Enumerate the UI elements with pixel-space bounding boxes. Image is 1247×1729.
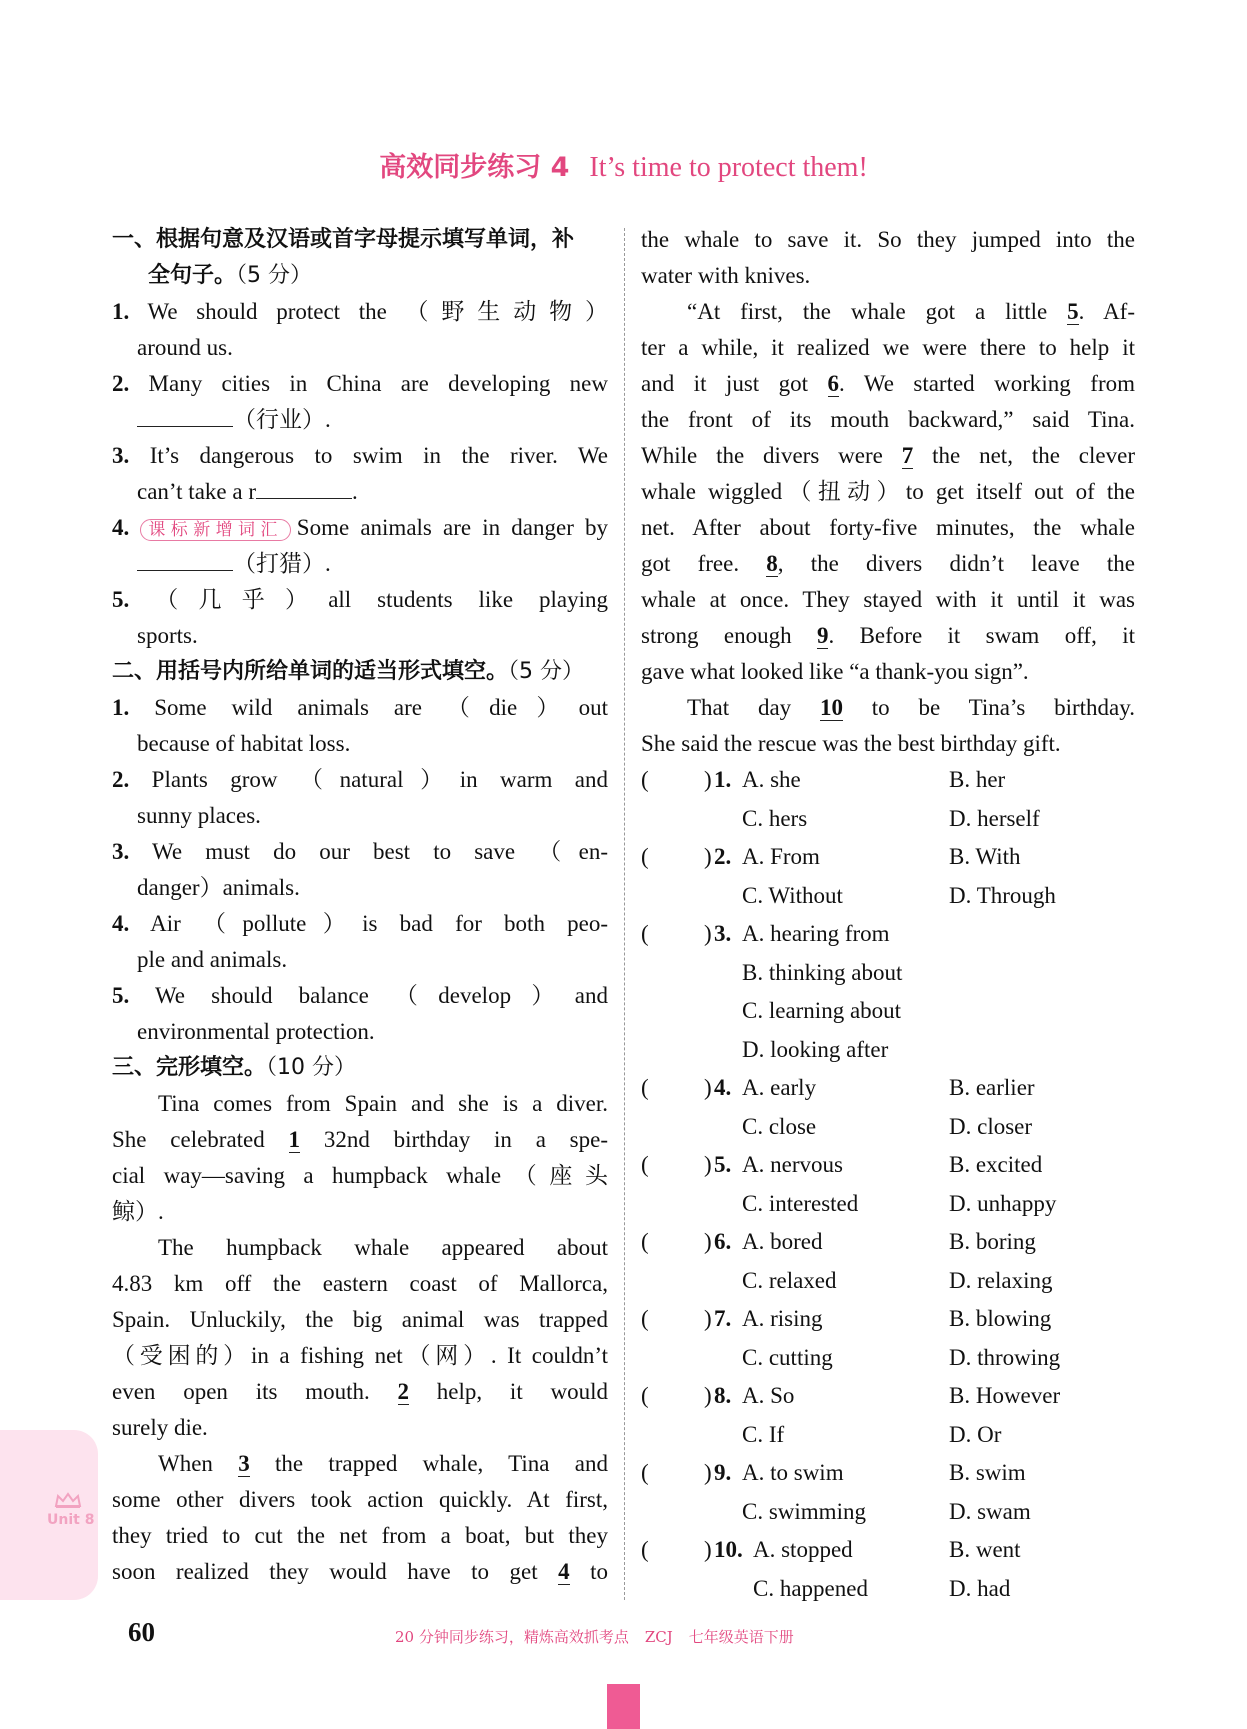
option-left: A. bored <box>742 1229 823 1254</box>
text-line <box>112 870 608 906</box>
item-number: 2. <box>112 767 130 792</box>
text-segment: . Before it swam off, it <box>828 623 1135 648</box>
answer-paren-close: ) <box>704 1537 712 1562</box>
text-line <box>112 942 608 978</box>
item-number: 5. <box>112 587 130 612</box>
answer-paren-close: ) <box>704 1460 712 1485</box>
option-right: D. Through <box>949 882 1056 908</box>
question-row <box>641 1032 1135 1071</box>
text-segment: “At first, the whale got a little <box>687 299 1068 324</box>
text-segment: because of habitat loss. <box>137 731 351 756</box>
option-left: A. hearing from <box>742 921 890 946</box>
answer-paren-open[interactable]: ( <box>641 1460 649 1485</box>
option-left: C. Without <box>742 882 843 908</box>
section-points: （10 分） <box>266 1055 357 1080</box>
cloze-blank: 2 <box>397 1379 410 1404</box>
option-right: B. excited <box>949 1152 1043 1177</box>
text-segment: Spain. Unluckily, the big animal was trapped <box>112 1307 608 1332</box>
option-right: D. relaxing <box>949 1267 1053 1293</box>
section-points: （5 分） <box>508 659 585 684</box>
text-line <box>641 222 1135 258</box>
cloze-blank: 4 <box>558 1559 570 1584</box>
page-title <box>0 145 1247 184</box>
text-segment: ple and animals. <box>137 947 288 972</box>
answer-paren-open[interactable]: ( <box>641 1306 649 1331</box>
footer-code: ZCJ <box>644 1628 673 1646</box>
question-row <box>641 1224 1135 1263</box>
page-number: 60 <box>128 1617 155 1647</box>
text-segment: they tried to cut the net from a boat, but they <box>112 1523 608 1548</box>
text-line <box>641 438 1135 474</box>
question-row <box>641 1494 1135 1533</box>
option-right: D. Or <box>949 1421 1002 1447</box>
question-list <box>641 762 1135 1609</box>
text-segment: 鲸）. <box>112 1199 164 1224</box>
text-segment: to <box>569 1559 608 1584</box>
text-line <box>112 294 608 330</box>
text-segment: 全句子。 <box>148 263 237 288</box>
question-row <box>641 1378 1135 1417</box>
answer-paren-open[interactable]: ( <box>641 921 649 946</box>
text-segment: She celebrated <box>112 1127 289 1152</box>
text-line <box>641 366 1135 402</box>
item-number: 4. <box>112 515 130 540</box>
question-row <box>641 1263 1135 1302</box>
option-left: C. cutting <box>742 1344 833 1370</box>
text-segment: . Af- <box>1078 299 1135 324</box>
text-line <box>112 834 608 870</box>
option-right: D. swam <box>949 1498 1031 1524</box>
text-line <box>641 258 1135 294</box>
text-line <box>112 1374 608 1410</box>
new-vocab-tag: 课标新增词汇 <box>140 519 290 541</box>
text-segment: some other divers took action quickly. At first, <box>112 1487 608 1512</box>
text-segment: danger）animals. <box>137 875 300 900</box>
text-segment: （受困的）in a fishing net（网）. It couldn’t <box>112 1343 608 1368</box>
question-row <box>641 993 1135 1032</box>
text-segment: even open its mouth. <box>112 1379 398 1404</box>
section-heading <box>112 258 608 294</box>
paragraph-start <box>112 1446 608 1482</box>
question-number: 7. <box>714 1306 732 1331</box>
question-number: 2. <box>714 844 732 869</box>
question-row <box>641 1147 1135 1186</box>
text-segment: （die）out <box>446 695 608 720</box>
text-segment: the trapped whale, Tina and <box>249 1451 608 1476</box>
cloze-blank: 7 <box>901 443 914 468</box>
option-right: B. With <box>949 844 1021 869</box>
option-left: C. relaxed <box>742 1267 837 1293</box>
option-left: B. thinking about <box>742 959 903 985</box>
answer-paren-close: ) <box>704 844 712 869</box>
text-segment: 三、完形填空。 <box>112 1055 267 1080</box>
text-segment: （develop）and <box>394 983 608 1008</box>
answer-paren-close: ) <box>704 1229 712 1254</box>
option-left: A. early <box>742 1075 817 1100</box>
text-line <box>112 402 608 438</box>
text-line <box>112 546 608 582</box>
question-number: 8. <box>714 1383 732 1408</box>
question-row <box>641 1532 1135 1571</box>
question-row <box>641 801 1135 840</box>
item-number: 3. <box>112 443 130 468</box>
answer-paren-open[interactable]: ( <box>641 1229 649 1254</box>
text-segment: That day <box>687 695 820 720</box>
text-segment: （行业）. <box>233 407 331 432</box>
cloze-blank: 10 <box>819 695 843 720</box>
option-right: B. earlier <box>949 1075 1035 1100</box>
option-right: B. However <box>949 1383 1061 1408</box>
text-segment: 4.83 km off the eastern coast of Mallorca, <box>112 1271 608 1296</box>
option-left: A. From <box>742 844 820 869</box>
question-number: 10. <box>714 1537 743 1562</box>
text-segment: sports. <box>137 623 198 648</box>
text-line <box>112 1266 608 1302</box>
text-segment: net. After about forty-five minutes, the whale <box>641 515 1135 540</box>
question-row <box>641 1301 1135 1340</box>
left-column <box>112 222 608 1590</box>
text-segment: （natural）in warm and <box>299 767 608 792</box>
option-left: A. nervous <box>742 1152 843 1177</box>
option-left: C. learning about <box>742 998 902 1023</box>
footer-book: 七年级英语下册 <box>688 1628 794 1646</box>
paragraph-start <box>112 1230 608 1266</box>
title-cn: 高效同步练习 4 <box>379 152 570 183</box>
answer-blank[interactable] <box>137 406 233 427</box>
text-segment: the whale to save it. So they jumped into the <box>641 227 1135 252</box>
answer-blank[interactable] <box>137 550 233 571</box>
passage-continued <box>641 222 1135 762</box>
text-line <box>641 618 1135 654</box>
text-line <box>641 474 1135 510</box>
option-right: B. went <box>949 1537 1021 1562</box>
text-segment: Air <box>129 911 203 936</box>
question-number: 1. <box>714 767 732 792</box>
answer-paren-close: ) <box>704 1152 712 1177</box>
text-segment: . We started working from <box>839 371 1135 396</box>
text-line <box>112 1410 608 1446</box>
cloze-blank: 1 <box>288 1127 301 1152</box>
text-segment: She said the rescue was the best birthday gift. <box>641 731 1061 756</box>
text-segment: We should balance <box>129 983 395 1008</box>
text-line <box>112 726 608 762</box>
unit-label: Unit 8 <box>47 1512 95 1528</box>
answer-paren-open[interactable]: ( <box>641 1537 649 1562</box>
answer-blank[interactable] <box>256 478 352 499</box>
question-row <box>641 878 1135 917</box>
cloze-blank: 3 <box>238 1451 250 1476</box>
option-left: A. she <box>742 767 801 792</box>
text-line <box>112 762 608 798</box>
text-segment: whale wiggled（扭动）to get itself out of the <box>641 479 1135 504</box>
question-row <box>641 839 1135 878</box>
question-row <box>641 1186 1135 1225</box>
text-segment: sunny places. <box>137 803 261 828</box>
option-right: B. her <box>949 767 1006 792</box>
text-segment: , the divers didn’t leave the <box>777 551 1135 576</box>
text-line <box>112 690 608 726</box>
option-left: C. interested <box>742 1190 859 1216</box>
text-segment: whale at once. They stayed with it until it was <box>641 587 1135 612</box>
text-segment <box>129 587 155 612</box>
paragraph-start <box>641 294 1135 330</box>
answer-paren-close: ) <box>704 921 712 946</box>
text-segment: Some wild animals are <box>129 695 447 720</box>
option-right: D. unhappy <box>949 1190 1057 1216</box>
section-heading <box>112 1050 608 1086</box>
text-segment: It’s dangerous to swim in the river. We <box>129 443 608 468</box>
cloze-blank: 8 <box>766 551 778 576</box>
question-row <box>641 1417 1135 1456</box>
text-line <box>112 582 608 618</box>
item-number: 1. <box>112 299 130 324</box>
text-segment: the front of its mouth backward,” said Tina. <box>641 407 1135 432</box>
text-line <box>641 546 1135 582</box>
text-segment: 32nd birthday in a spe- <box>300 1127 608 1152</box>
text-segment: （en- <box>538 839 608 864</box>
answer-paren-close: ) <box>704 1306 712 1331</box>
text-line <box>112 1554 608 1590</box>
cloze-blank: 5 <box>1067 299 1079 324</box>
item-number: 1. <box>112 695 130 720</box>
column-divider <box>624 228 625 1600</box>
text-segment: help, it would <box>409 1379 608 1404</box>
text-segment: surely die. <box>112 1415 208 1440</box>
question-number: 3. <box>714 921 732 946</box>
question-row <box>641 1455 1135 1494</box>
text-segment: （pollute）is bad for both peo- <box>203 911 608 936</box>
option-left: A. rising <box>742 1306 823 1331</box>
item-number: 5. <box>112 983 130 1008</box>
answer-paren-open[interactable]: ( <box>641 844 649 869</box>
crown-icon <box>54 1492 82 1508</box>
answer-paren-open[interactable]: ( <box>641 1383 649 1408</box>
item-number: 2. <box>112 371 130 396</box>
text-line <box>112 1122 608 1158</box>
right-column <box>641 222 1135 1609</box>
option-right: B. boring <box>949 1229 1036 1254</box>
question-number: 4. <box>714 1075 732 1100</box>
text-segment: . <box>351 479 358 504</box>
text-segment: can’t take a r <box>137 479 256 504</box>
text-line <box>112 1158 608 1194</box>
text-segment: Tina comes from Spain and she is a diver. <box>158 1091 608 1116</box>
text-segment: While the divers were <box>641 443 902 468</box>
text-line <box>112 510 608 546</box>
question-number: 9. <box>714 1460 732 1485</box>
text-segment: The humpback whale appeared about <box>158 1235 608 1260</box>
text-segment: （野生动物） <box>405 299 608 324</box>
question-number: 6. <box>714 1229 732 1254</box>
text-line <box>641 654 1135 690</box>
option-left: A. to swim <box>742 1460 844 1485</box>
option-right: D. closer <box>949 1113 1033 1139</box>
option-left: C. hers <box>742 805 808 831</box>
answer-paren-close: ) <box>704 767 712 792</box>
text-line <box>112 1194 608 1230</box>
footer-slogan: 20 分钟同步练习，精炼高效抓考点 <box>395 1628 629 1646</box>
option-left: A. stopped <box>753 1537 853 1562</box>
text-segment: ter a while, it realized we were there to help it <box>641 335 1135 360</box>
text-segment: 二、用括号内所给单词的适当形式填空。 <box>112 659 509 684</box>
text-line <box>112 366 608 402</box>
option-right: D. throwing <box>949 1344 1061 1370</box>
text-segment: gave what looked like “a thank-you sign”. <box>641 659 1029 684</box>
answer-paren-open[interactable]: ( <box>641 1075 649 1100</box>
option-left: C. happened <box>753 1575 868 1601</box>
text-segment: environmental protection. <box>137 1019 375 1044</box>
answer-paren-open[interactable]: ( <box>641 767 649 792</box>
text-segment: When <box>158 1451 239 1476</box>
text-line <box>641 726 1135 762</box>
text-segment: soon realized they would have to get <box>112 1559 559 1584</box>
option-left: A. So <box>742 1383 795 1408</box>
section-points: （5 分） <box>236 263 313 288</box>
text-segment: water with knives. <box>641 263 811 288</box>
section-heading <box>112 222 608 258</box>
question-row <box>641 1340 1135 1379</box>
question-row <box>641 955 1135 994</box>
question-row <box>641 762 1135 801</box>
text-segment: 一、根据句意及汉语或首字母提示填写单词，补 <box>112 227 575 252</box>
text-line <box>112 438 608 474</box>
text-line <box>112 330 608 366</box>
question-number: 5. <box>714 1152 732 1177</box>
text-segment: strong enough <box>641 623 817 648</box>
unit-side-tab <box>0 1430 98 1600</box>
text-line <box>112 798 608 834</box>
text-segment: We must do our best to save <box>129 839 539 864</box>
option-left: C. swimming <box>742 1498 866 1524</box>
question-row <box>641 916 1135 955</box>
item-number: 3. <box>112 839 130 864</box>
option-right: B. swim <box>949 1460 1026 1485</box>
text-line <box>112 474 608 510</box>
answer-paren-open[interactable]: ( <box>641 1152 649 1177</box>
option-left: D. looking after <box>742 1036 889 1062</box>
text-segment: to be Tina’s birthday. <box>842 695 1135 720</box>
text-line <box>112 906 608 942</box>
text-line <box>641 510 1135 546</box>
question-row <box>641 1109 1135 1148</box>
text-segment: cial way—saving a humpback whale（座头 <box>112 1163 608 1188</box>
cloze-blank: 9 <box>816 623 829 648</box>
text-segment: around us. <box>137 335 233 360</box>
text-segment: got free. <box>641 551 767 576</box>
paragraph-start <box>112 1086 608 1122</box>
text-segment <box>129 515 140 540</box>
answer-paren-close: ) <box>704 1075 712 1100</box>
text-segment: and it just got <box>641 371 828 396</box>
text-line <box>641 330 1135 366</box>
section-heading <box>112 654 608 690</box>
text-line <box>641 402 1135 438</box>
question-row <box>641 1571 1135 1610</box>
title-en: It’s time to protect them! <box>589 152 868 183</box>
text-segment: Many cities in China are developing new <box>129 371 608 396</box>
answer-paren-close: ) <box>704 1383 712 1408</box>
item-number: 4. <box>112 911 130 936</box>
option-left: C. close <box>742 1113 817 1139</box>
footer <box>395 1626 794 1647</box>
paragraph-start <box>641 690 1135 726</box>
text-line <box>112 1014 608 1050</box>
text-line <box>112 1338 608 1374</box>
text-line <box>641 582 1135 618</box>
option-left: C. If <box>742 1421 785 1447</box>
text-line <box>112 1482 608 1518</box>
cloze-blank: 6 <box>827 371 840 396</box>
text-segment: Plants grow <box>129 767 300 792</box>
text-line <box>112 978 608 1014</box>
text-line <box>112 1302 608 1338</box>
text-line <box>112 618 608 654</box>
text-segment: the net, the clever <box>913 443 1135 468</box>
text-line <box>112 1518 608 1554</box>
page-edge-bar <box>607 1684 640 1729</box>
option-right: B. blowing <box>949 1306 1052 1331</box>
option-right: D. herself <box>949 805 1040 831</box>
question-row <box>641 1070 1135 1109</box>
text-segment: Some animals are in danger by <box>296 515 608 540</box>
text-segment: （几乎）all students like playing <box>155 587 608 612</box>
text-segment: We should protect the <box>129 299 406 324</box>
text-segment: （打猎）. <box>233 551 331 576</box>
option-right: D. had <box>949 1575 1011 1601</box>
